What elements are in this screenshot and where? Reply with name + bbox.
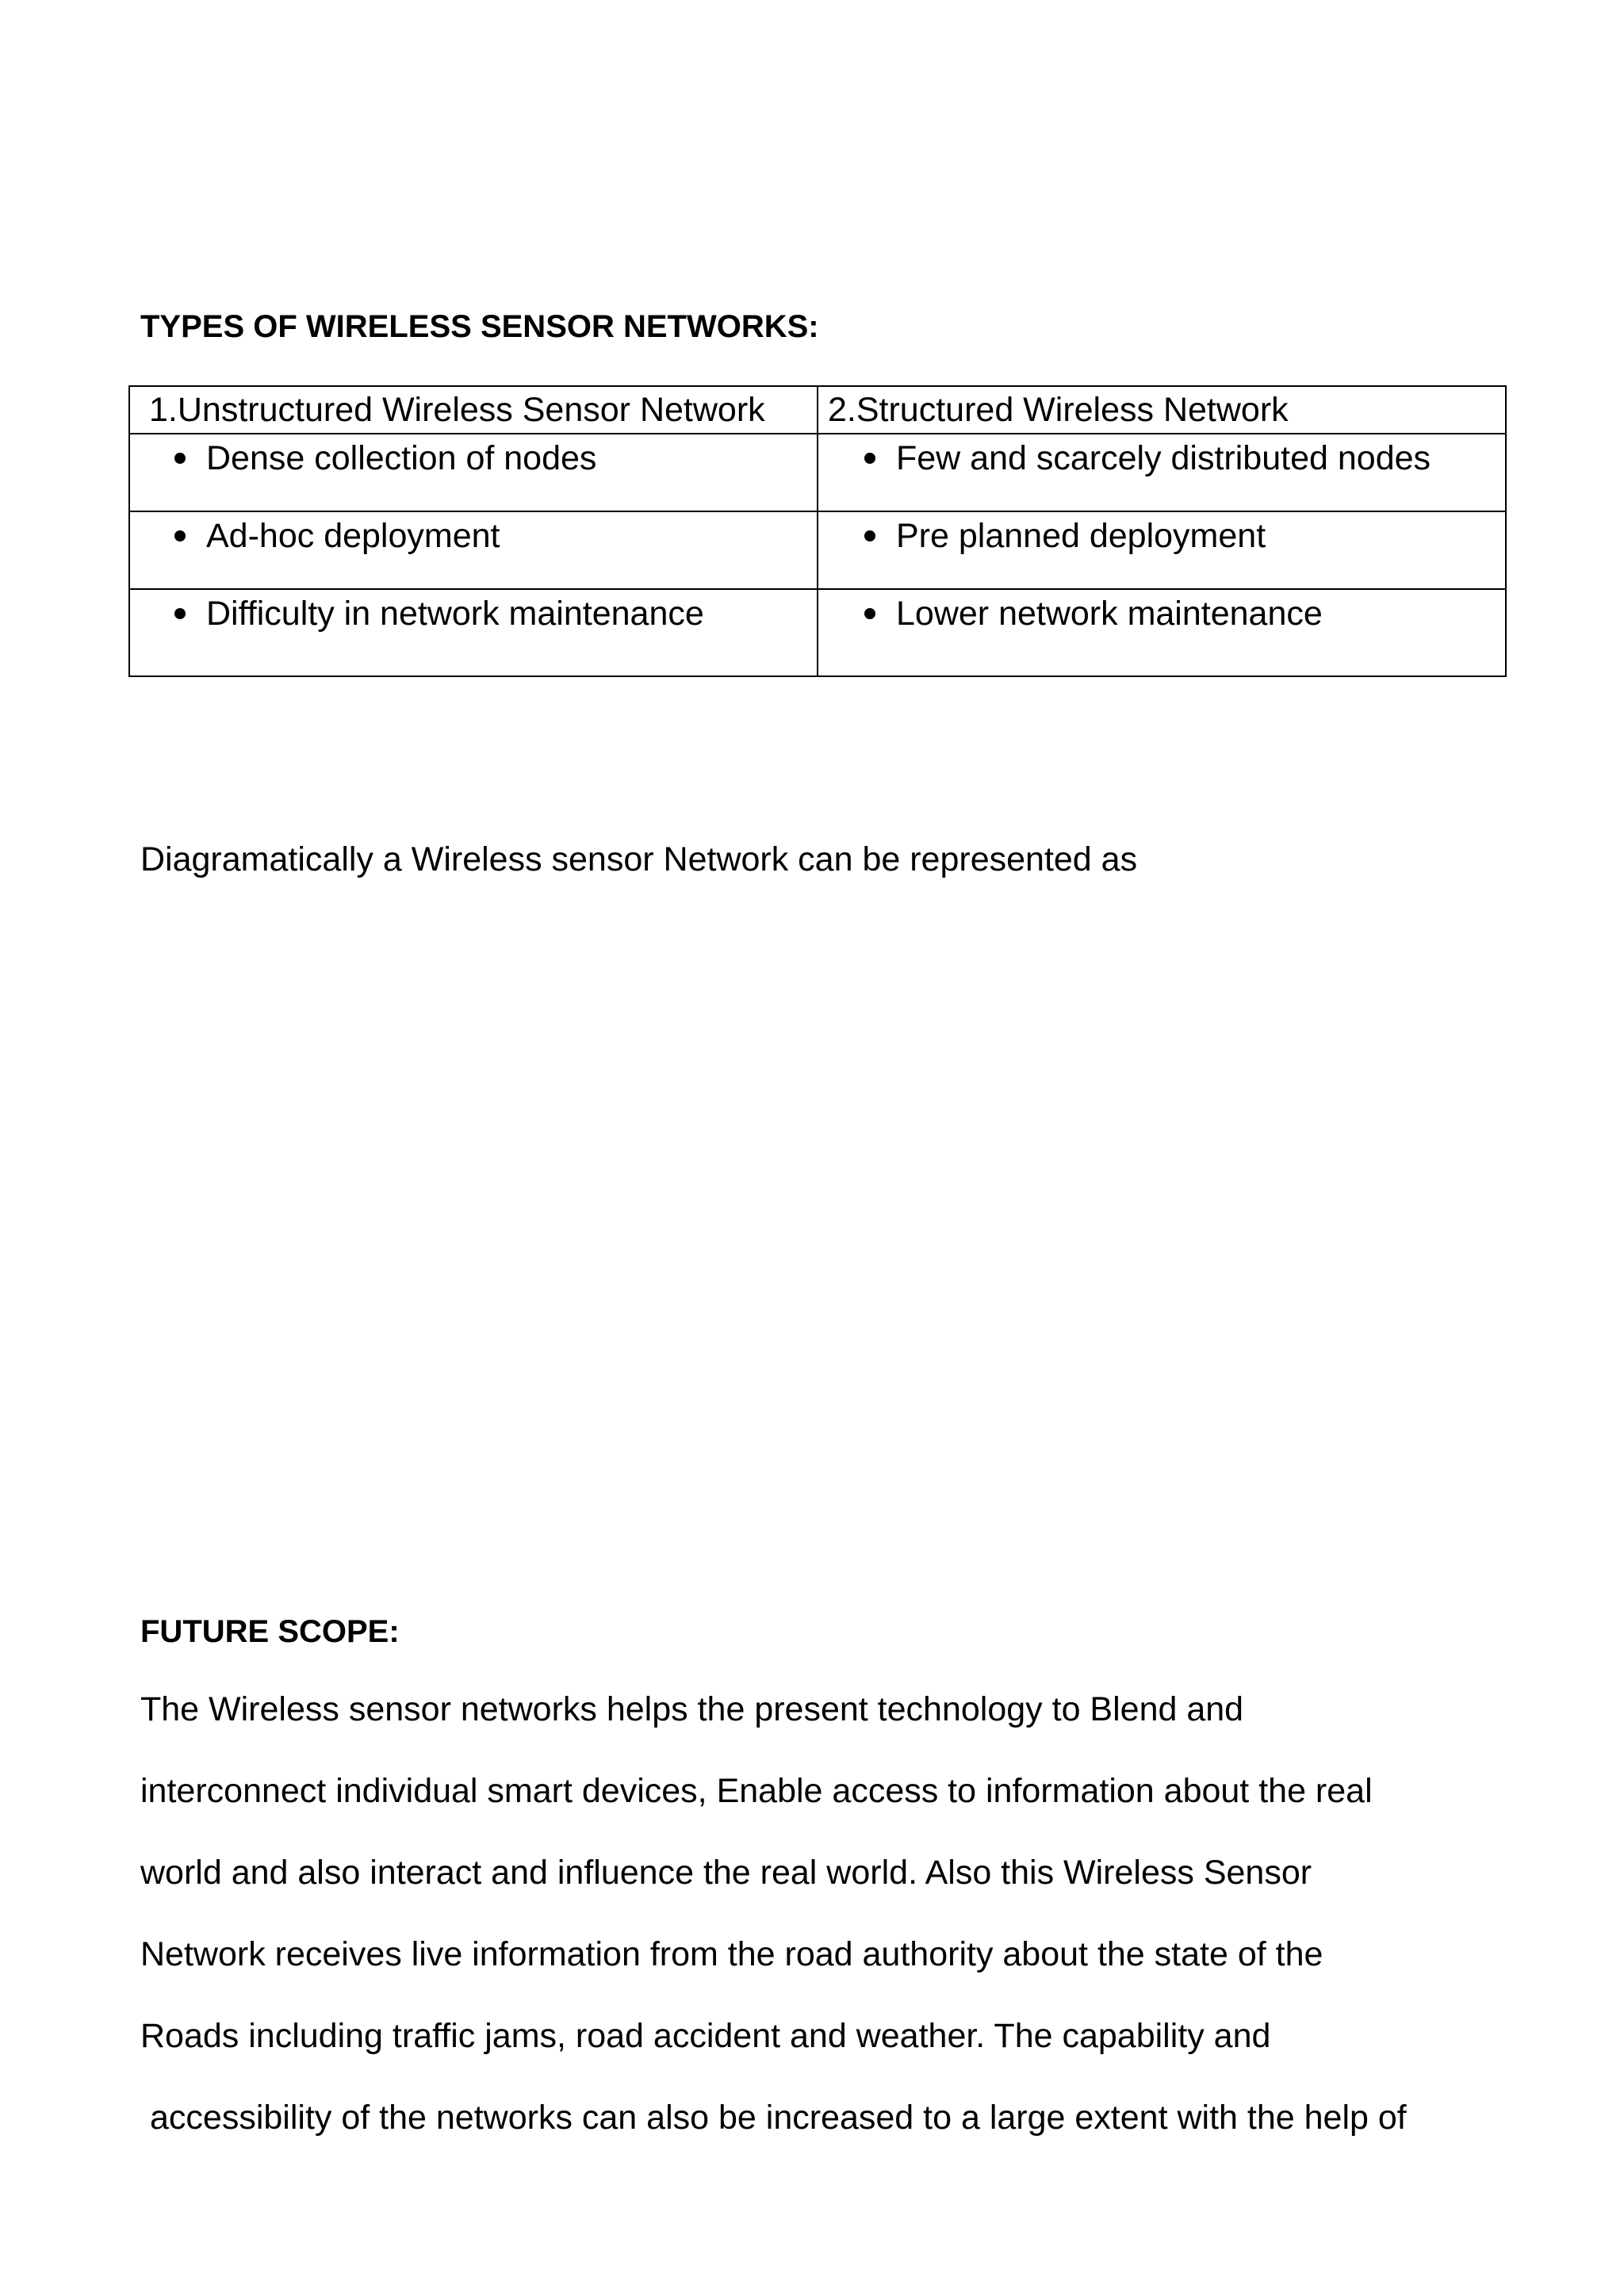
future-scope-heading: FUTURE SCOPE:: [140, 1614, 400, 1649]
paragraph-line: accessibility of the networks can also be increased to a large extent with the help of: [150, 2099, 1407, 2137]
diagram-intro-text: Diagramatically a Wireless sensor Network can be represented as: [140, 840, 1138, 878]
paragraph-line: Network receives live information from the road authority about the state of the: [140, 1935, 1323, 1973]
future-scope-paragraph: [140, 1689, 1536, 2179]
bullet-icon: [174, 530, 186, 541]
bullet-icon: [174, 453, 186, 464]
types-heading: TYPES OF WIRELESS SENSOR NETWORKS:: [140, 309, 819, 344]
bullet-icon: [174, 608, 186, 619]
table-row: [129, 434, 1506, 511]
cell-text: Few and scarcely distributed nodes: [896, 439, 1431, 477]
cell-text: Pre planned deployment: [896, 517, 1266, 555]
table-header-unstructured: 1.Unstructured Wireless Sensor Network: [129, 386, 818, 434]
bullet-icon: [864, 608, 875, 619]
table-cell: [818, 511, 1506, 589]
cell-text: Ad-hoc deployment: [206, 517, 500, 555]
table-cell: [129, 434, 818, 511]
table-header-structured: 2.Structured Wireless Network: [818, 386, 1506, 434]
table-cell: [129, 511, 818, 589]
table-cell: [129, 589, 818, 676]
types-table: [128, 385, 1507, 677]
bullet-icon: [864, 453, 875, 464]
table-header-row: [129, 386, 1506, 434]
bullet-icon: [864, 530, 875, 541]
table-cell: [818, 589, 1506, 676]
table-row: [129, 511, 1506, 589]
table-row: [129, 589, 1506, 676]
paragraph-line: The Wireless sensor networks helps the present technology to Blend and: [140, 1690, 1244, 1728]
paragraph-line: world and also interact and influence the real world. Also this Wireless Sensor: [140, 1854, 1312, 1892]
cell-text: Difficulty in network maintenance: [206, 595, 704, 633]
table-cell: [818, 434, 1506, 511]
paragraph-line: Roads including traffic jams, road accident and weather. The capability and: [140, 2017, 1271, 2055]
cell-text: Dense collection of nodes: [206, 439, 597, 477]
paragraph-line: interconnect individual smart devices, Enable access to information about the real: [140, 1772, 1373, 1810]
cell-text: Lower network maintenance: [896, 595, 1323, 633]
